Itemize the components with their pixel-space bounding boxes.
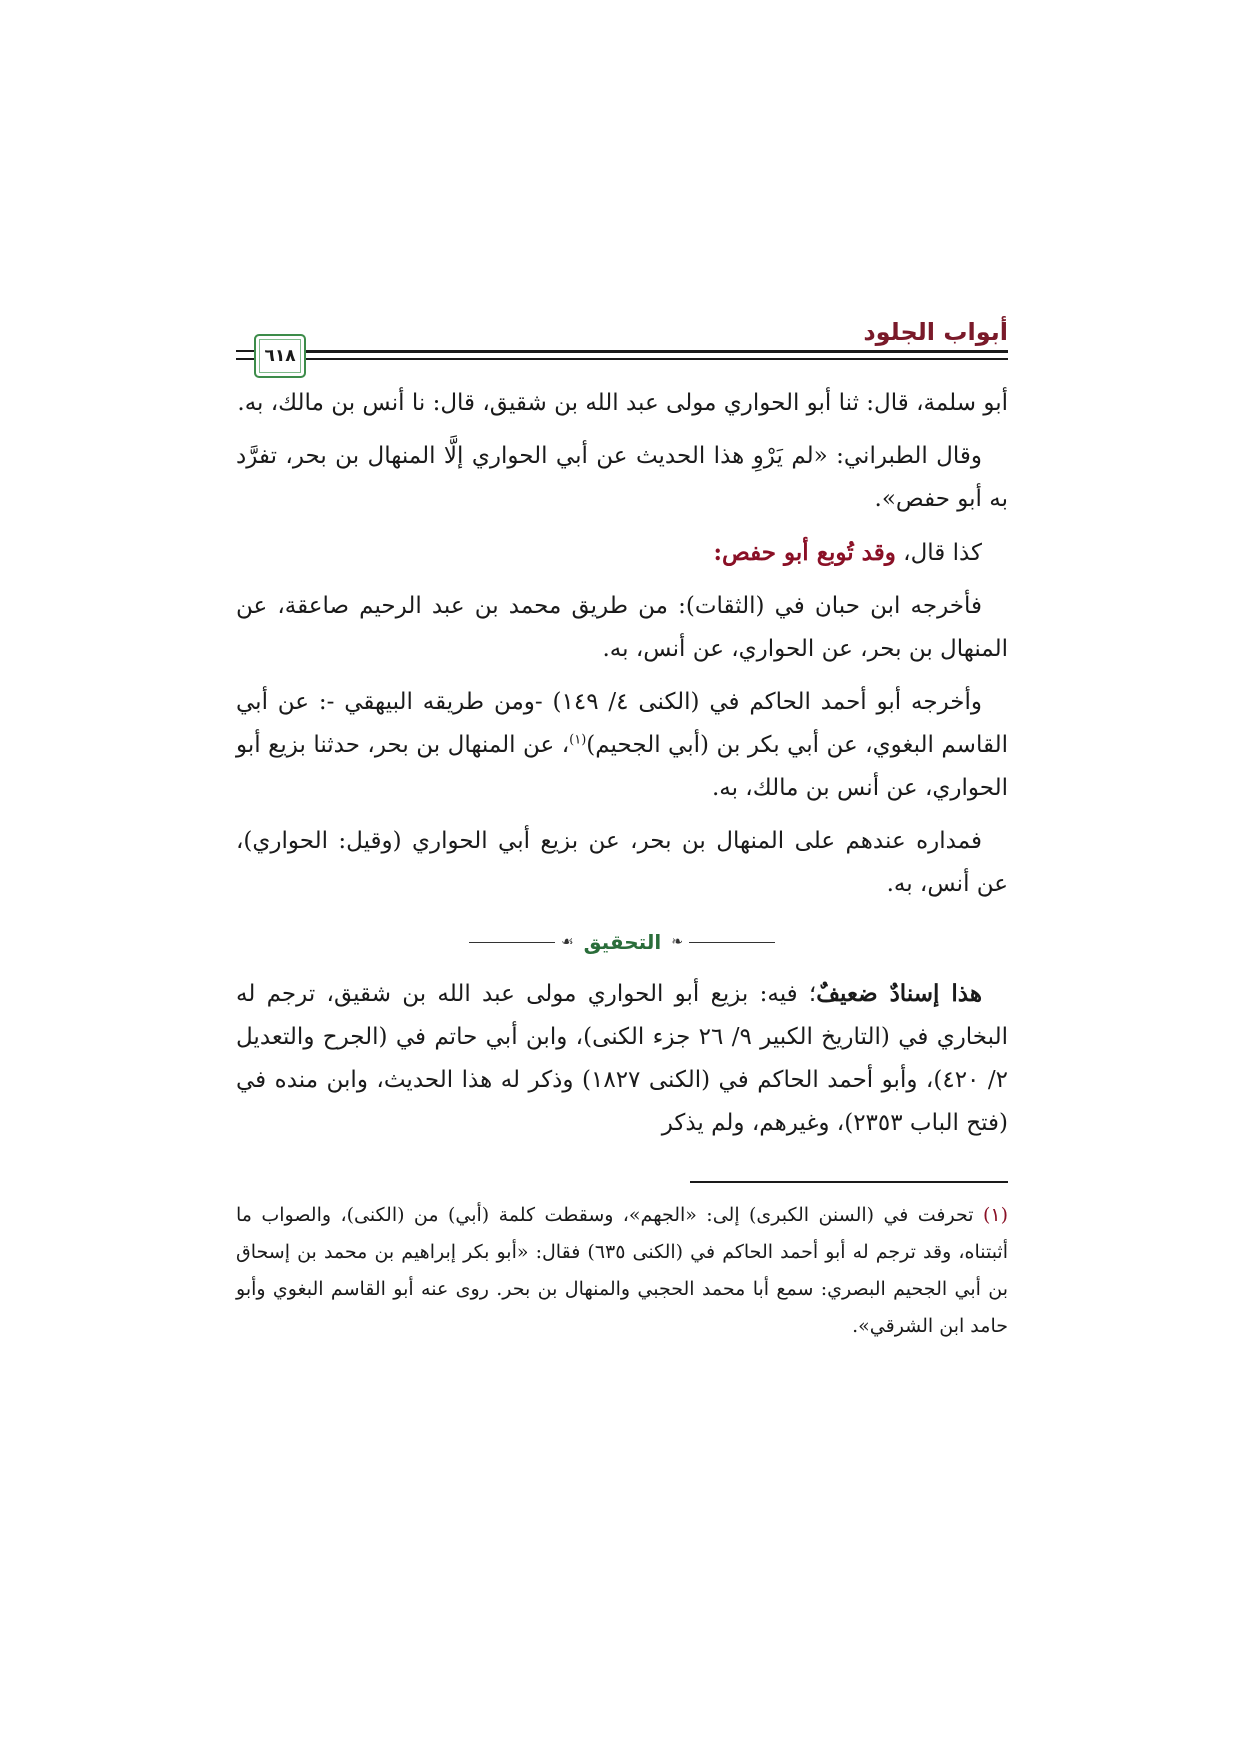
tahqiq-verdict: هذا إسنادٌ ضعيفٌ [816,980,982,1007]
paragraph-5 [236,681,1008,810]
section-divider [236,916,1008,968]
paragraph-3-highlight: وقد تُوبع أبو حفص: [713,539,896,566]
running-title: أبواب الجلود [863,318,1008,346]
paragraph-5-after: ، عن المنهال بن بحر، حدثنا بزيع أبو الحواري، عن أنس بن مالك، به. [236,732,1008,801]
divider-line-right [689,942,775,943]
ornament-icon: ☙ [561,934,574,950]
divider-line-left [469,942,555,943]
paragraph-5-before: وأخرجه أبو أحمد الحاكم في (الكنى ٤/ ١٤٩) -ومن طريقه البيهقي -: عن أبي القاسم البغوي، عن أبي بكر بن (أبي الجحيم) [236,689,1008,758]
page-header [236,300,1008,382]
tahqiq-paragraph [236,972,1008,1145]
paragraph-2: وقال الطبراني: «لم يَرْوِ هذا الحديث عن أبي الحواري إلَّا المنهال بن بحر، تفرَّد به أبو حفص». [236,443,1008,512]
header-rule-top [298,350,1008,353]
section-title: التحقيق [583,930,662,954]
book-page [236,300,1008,1345]
footnote-reference[interactable]: (١) [569,732,587,748]
page-number-badge [254,334,306,378]
header-rule-bottom [298,358,1008,360]
paragraph-3 [236,531,1008,575]
tahqiq-text: ؛ فيه: بزيع أبو الحواري مولى عبد الله بن شقيق، ترجم له البخاري في (التاريخ الكبير ٩/ ٢٦ جزء الكنى)، وابن أبي حاتم في (الجرح والتعديل ٢/ ٤٢٠)، وأبو أحمد الحاكم في (الكنى ١٨٢٧) وذكر له هذا الحديث، وابن منده في (فتح الباب ٢٣٥٣)، وغيرهم، ولم يذكر [236,981,1008,1136]
footnote-1 [236,1197,1008,1345]
paragraph-6: فمداره عندهم على المنهال بن بحر، عن بزيع أبي الحواري (وقيل: الحواري)، عن أنس، به. [236,828,1008,897]
paragraph-1: أبو سلمة، قال: ثنا أبو الحواري مولى عبد الله بن شقيق، قال: نا أنس بن مالك، به. [237,390,1008,416]
page-number: ٦١٨ [264,346,296,366]
footnote-1-text: تحرفت في (السنن الكبرى) إلى: «الجهم»، وسقطت كلمة (أبي) من (الكنى)، والصواب ما أثبتناه، وقد ترجم له أبو أحمد الحاكم في (الكنى ٦٣٥) فقال: «أبو بكر إبراهيم بن محمد بن إسحاق بن أبي الجحيم البصري: سمع أبا محمد الحجبي والمنهال بن بحر. روى عنه أبو القاسم البغوي وأبو حامد ابن الشرقي». [236,1204,1008,1337]
footnote-1-mark: (١) [982,1204,1008,1226]
footnote-separator [690,1181,1008,1183]
paragraph-3-prefix: كذا قال، [895,540,982,566]
ornament-icon: ❧ [671,934,683,950]
paragraph-4: فأخرجه ابن حبان في (الثقات): من طريق محمد بن عبد الرحيم صاعقة، عن المنهال بن بحر، عن الحواري، عن أنس، به. [236,593,1008,662]
